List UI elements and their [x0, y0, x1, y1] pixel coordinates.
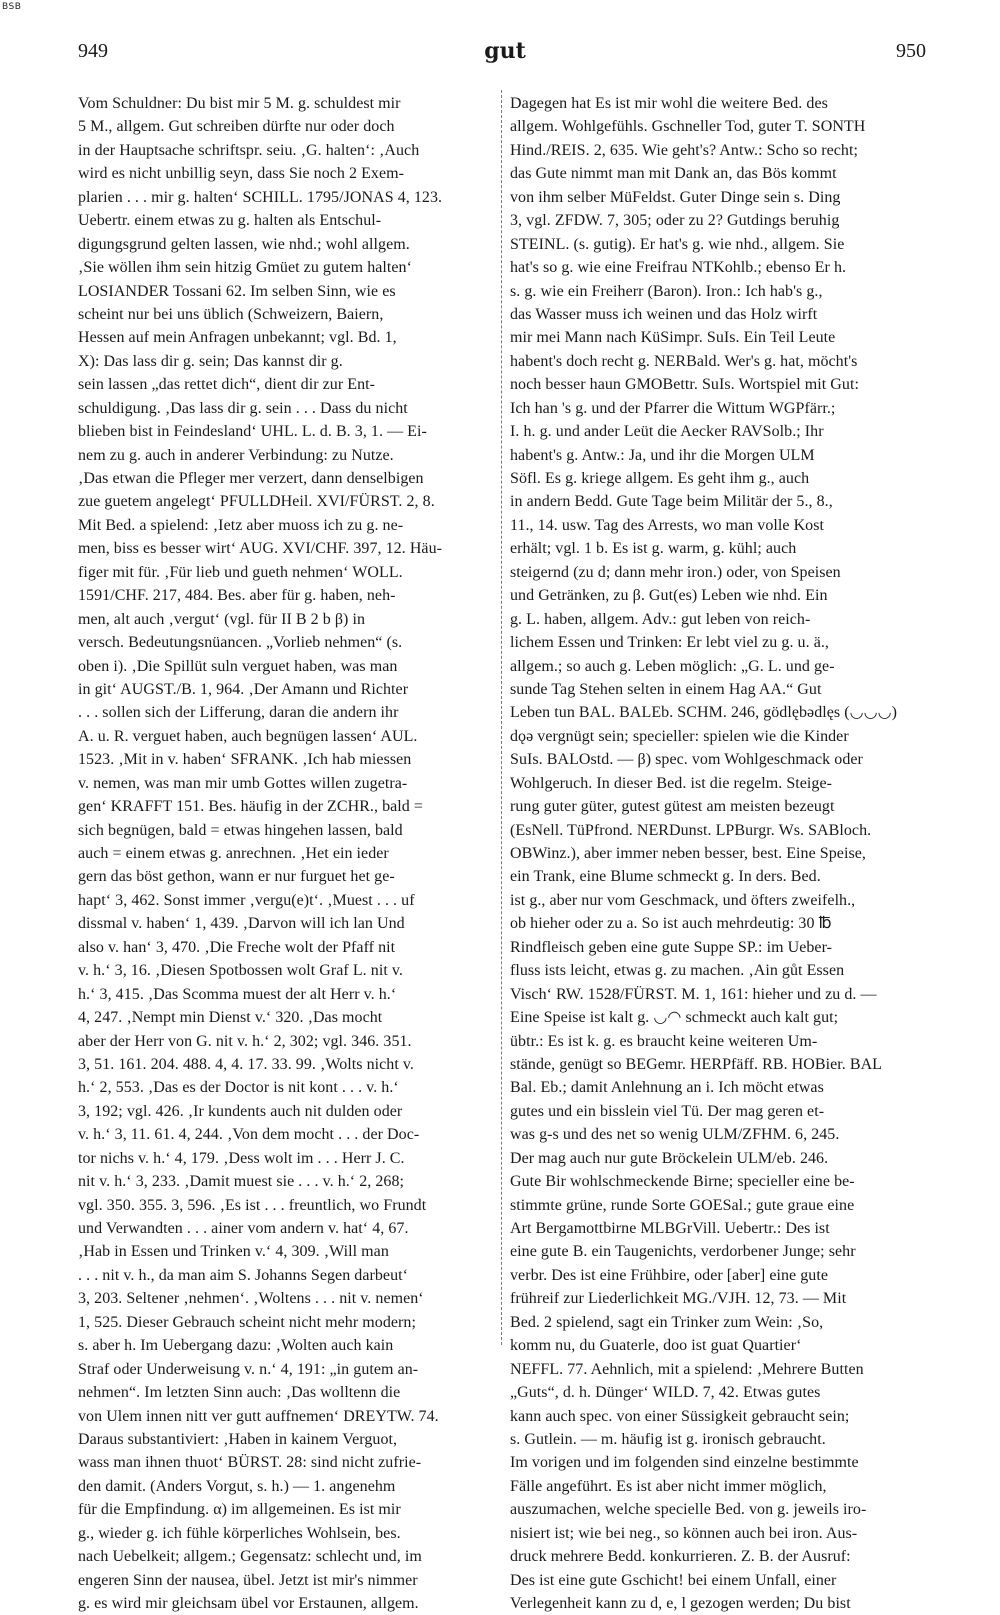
- text-line: zue guetem angelegt‘ PFULLDHeil. XVI/FÜRST. 2, 8.: [78, 493, 435, 511]
- text-line: g. L. haben, allgem. Adv.: gut leben von reich-: [510, 610, 811, 628]
- text-line: Fälle angeführt. Es ist aber nicht immer möglich,: [510, 1477, 827, 1495]
- left-column: [78, 92, 498, 1615]
- text-line: Art Bergamottbirne MLBGrVill. Uebertr.: Des ist: [510, 1220, 830, 1237]
- text-line: sunde Tag Stehen selten in einem Hag AA.“ Gut: [510, 680, 822, 698]
- text-line: 1591/CHF. 217, 484. Bes. aber für g. haben, neh-: [78, 587, 396, 605]
- text-line: scheint nur bei uns üblich (Schweizern, Baiern,: [78, 305, 384, 323]
- text-line: von Ulem innen nitt ver gutt auffnemen‘ DREYTW. 74.: [78, 1407, 439, 1425]
- text-line: übtr.: Es ist k. g. es braucht keine weiteren Um-: [510, 1032, 818, 1050]
- text-line: in andern Bedd. Gute Tage beim Militär der 5., 8.,: [510, 493, 833, 511]
- text-line: versch. Bedeutungsnüancen. „Vorlieb nehmen“ (s.: [78, 634, 403, 652]
- text-line: s. Gutlein. — m. häufig ist g. ironisch gebraucht.: [510, 1430, 826, 1448]
- text-line: Dagegen hat Es ist mir wohl die weitere Bed. des: [510, 95, 828, 112]
- text-line: dissmal v. haben‘ 1, 439. ‚Darvon will ich lan Und: [78, 915, 405, 933]
- text-line: h.‘ 3, 415. ‚Das Scomma muest der alt Herr v. h.‘: [78, 985, 397, 1003]
- text-line: stimmte grüne, runde Sorte GOESal.; gute graue eine: [510, 1196, 855, 1214]
- text-line: I. h. g. und ander Leüt die Aecker RAVSolb.; Ihr: [510, 423, 824, 441]
- text-line: SuIs. BALOstd. — β) spec. vom Wohlgeschmack oder: [510, 751, 863, 769]
- text-line: Hind./REIS. 2, 635. Wie geht's? Antw.: Scho so recht;: [510, 141, 858, 159]
- text-line: hat's so g. wie eine Freifrau NTKohlb.; ebenso Er h.: [510, 259, 847, 277]
- text-line: allgem.; so auch g. Leben möglich: „G. L. und ge-: [510, 657, 835, 675]
- text-line: NEFFL. 77. Aehnlich, mit a spielend: ‚Mehrere Butten: [510, 1360, 864, 1378]
- text-line: ‚Das etwan die Pfleger mer verzert, dann denselbigen: [78, 470, 424, 487]
- text-line: das Wasser muss ich weinen und das Holz wirft: [510, 305, 818, 323]
- text-line: men, alt auch ‚vergut‘ (vgl. für II B 2 b β) in: [78, 610, 366, 628]
- text-line: STEINL. (s. gutig). Er hat's g. wie nhd., allgem. Sie: [510, 235, 845, 253]
- text-line: Des ist eine gute Gschicht! bei einem Unfall, einer: [510, 1571, 837, 1589]
- text-line: s. g. wie ein Freiherr (Baron). Iron.: Ich hab's g.,: [510, 282, 823, 300]
- text-line: nisiert ist; wie bei neg., so können auch bei iron. Aus-: [510, 1524, 858, 1542]
- text-line: men, biss es besser wirt‘ AUG. XVI/CHF. 397, 12. Häu-: [78, 540, 443, 558]
- text-line: für die Empfindung. α) im allgemeinen. Es ist mir: [78, 1501, 401, 1519]
- text-line: engeren Sinn der nausea, übel. Jetzt ist mir's nimmer: [78, 1571, 418, 1589]
- text-line: v. h.‘ 3, 16. ‚Diesen Spotbossen wolt Graf L. nit v.: [78, 962, 403, 980]
- text-line: 3, 203. Seltener ‚nehmen‘. ‚Woltens . . . nit v. nemen‘: [78, 1290, 424, 1308]
- text-line: verbr. Des ist eine Frühbire, oder [aber] eine gute: [510, 1266, 828, 1284]
- text-line: gen‘ KRAFFT 151. Bes. häufig in der ZCHR., bald =: [78, 798, 423, 816]
- text-line: komm nu, du Guaterle, doo ist guat Quartier‘: [510, 1337, 802, 1355]
- text-line: Hessen auf mein Anfragen unbekannt; vgl. Bd. 1,: [78, 329, 397, 347]
- text-line: ‚Sie wöllen ihm sein hitzig Gmüet zu gutem halten‘: [78, 259, 412, 277]
- text-line: Rindfleisch geben eine gute Suppe SP.: im Ueber-: [510, 938, 833, 956]
- text-line: ‚Hab in Essen und Trinken v.‘ 4, 309. ‚Will man: [78, 1243, 389, 1261]
- text-line: v. nemen, was man mir umb Gottes willen zugetra-: [78, 774, 408, 792]
- text-line: 4, 247. ‚Nempt min Dienst v.‘ 320. ‚Das mocht: [78, 1009, 383, 1027]
- text-line: eine gute B. ein Taugenichts, verdorbener Junge; sehr: [510, 1243, 856, 1261]
- text-line: lichem Essen und Trinken: Er lebt viel zu g. u. ä.,: [510, 634, 829, 652]
- text-line: das Gute nimmt man mit Dank an, das Bös kommt: [510, 165, 837, 183]
- text-line: g. es wird mir gleichsam übel vor Erstaunen, allgem.: [78, 1595, 419, 1612]
- text-line: nehmen“. Im letzten Sinn auch: ‚Das wolltenn die: [78, 1384, 401, 1402]
- text-line: 3, 192; vgl. 426. ‚Ir kundents auch nit dulden oder: [78, 1102, 403, 1120]
- text-line: Gute Bir wohlschmeckende Birne; specieller eine be-: [510, 1173, 855, 1191]
- text-line: und Getränken, zu β. Gut(es) Leben wie nhd. Ein: [510, 587, 828, 605]
- text-line: 3, vgl. ZFDW. 7, 305; oder zu 2? Gutdings beruhig: [510, 212, 840, 230]
- text-line: Der mag auch nur gute Bröckelein ULM/eb. 246.: [510, 1149, 829, 1167]
- text-line: in git‘ AUGST./B. 1, 964. ‚Der Amann und Richter: [78, 680, 409, 698]
- text-line: was g-s und des net so wenig ULM/ZFHM. 6, 245.: [510, 1126, 840, 1144]
- text-line: 5 M., allgem. Gut schreiben dürfte nur oder doch: [78, 118, 395, 136]
- text-line: „Guts“, d. h. Dünger‘ WILD. 7, 42. Etwas gutes: [510, 1384, 821, 1402]
- page-number-left: 949: [78, 40, 108, 62]
- text-line: den damit. (Anders Vorgut, s. h.) — 1. angenehm: [78, 1477, 396, 1495]
- text-line: mir mei Mann nach KüSimpr. SuIs. Ein Teil Leute: [510, 329, 836, 347]
- text-line: ist g., aber nur vom Geschmack, und öfters zweifelh.,: [510, 891, 856, 909]
- text-line: Bed. 2 spielend, sagt ein Trinker zum Wein: ‚So,: [510, 1313, 824, 1331]
- text-line: habent's doch recht g. NERBald. Wer's g. hat, möcht's: [510, 352, 858, 370]
- text-line: erhält; vgl. 1 b. Es ist g. warm, g. kühl; auch: [510, 540, 797, 558]
- text-line: schuldigung. ‚Das lass dir g. sein . . . Dass du nicht: [78, 399, 408, 417]
- text-line: wass man ihnen thuot‘ BÜRST. 28: sind nicht zufrie-: [78, 1454, 422, 1472]
- text-line: frühreif zur Liederlichkeit MG./VJH. 12, 73. — Mit: [510, 1290, 847, 1308]
- text-line: (EsNell. TüPfrond. NERDunst. LPBurgr. Ws. SABloch.: [510, 821, 872, 839]
- text-line: Visch‘ RW. 1528/FÜRST. M. 1, 161: hieher und zu d. —: [510, 985, 877, 1003]
- text-line: v. h.‘ 3, 11. 61. 4, 244. ‚Von dem mocht . . . der Doc-: [78, 1126, 420, 1144]
- text-line: auch = einem etwas g. anrechnen. ‚Het ein ieder: [78, 845, 389, 862]
- text-line: gutes und ein bisslein viel Tü. Der mag geren et-: [510, 1102, 825, 1120]
- text-line: Bal. Eb.; damit Anlehnung an i. Ich möcht etwas: [510, 1079, 824, 1097]
- text-line: s. aber h. Im Uebergang dazu: ‚Wolten auch kain: [78, 1337, 394, 1355]
- text-line: tor nichs v. h.‘ 4, 179. ‚Dess wolt im . . . Herr J. C.: [78, 1149, 405, 1167]
- text-line: 1, 525. Dieser Gebrauch scheint nicht mehr modern;: [78, 1313, 416, 1331]
- text-line: figer mit für. ‚Für lieb und gueth nehmen‘ WOLL.: [78, 563, 403, 581]
- text-line: kann auch spec. von einer Süssigkeit gebraucht sein;: [510, 1407, 850, 1425]
- text-line: ob hieher oder zu a. So ist auch mehrdeutig: 30 ℔: [510, 915, 832, 933]
- library-stamp: BSB: [2, 2, 22, 12]
- text-line: Söfl. Es g. kriege allgem. Es geht ihm g., auch: [510, 470, 810, 487]
- text-line: Uebertr. einem etwas zu g. halten als Entschul-: [78, 212, 382, 230]
- text-line: rung guter güter, gutest gütest am meisten bezeugt: [510, 798, 835, 816]
- text-line: hapt‘ 3, 462. Sonst immer ‚vergu(e)t‘. ‚Muest . . . uf: [78, 891, 415, 909]
- text-line: dǫə vergnügt sein; specieller: spielen wie die Kinder: [510, 727, 849, 745]
- text-line: nach Uebelkeit; allgem.; Gegensatz: schlecht und, im: [78, 1548, 422, 1566]
- text-line: wird es nicht unbillig seyn, dass Sie noch 2 Exem-: [78, 165, 405, 183]
- text-line: 11., 14. usw. Tag des Arrests, wo man volle Kost: [510, 516, 824, 534]
- text-line: druck mehrere Bedd. konkurrieren. Z. B. der Ausruf:: [510, 1548, 851, 1566]
- text-line: X): Das lass dir g. sein; Das kannst dir g.: [78, 352, 343, 370]
- text-line: Verlegenheit kann zu d, e, l gezogen werden; Du bist: [510, 1595, 851, 1612]
- text-line: noch besser haun GMOBettr. SuIs. Wortspiel mit Gut:: [510, 376, 859, 394]
- text-line: . . . sollen sich der Lifferung, daran die andern ihr: [78, 704, 399, 722]
- text-line: Vom Schuldner: Du bist mir 5 M. g. schuldest mir: [78, 95, 401, 112]
- text-line: Mit Bed. a spielend: ‚Ietz aber muoss ich zu g. ne-: [78, 516, 404, 534]
- text-line: digungsgrund gelten lassen, wie nhd.; wohl allgem.: [78, 235, 410, 253]
- text-line: steigernd (zu d; dann mehr iron.) oder, von Speisen: [510, 563, 841, 581]
- text-line: Daraus substantiviert: ‚Haben in kainem Verguot,: [78, 1430, 398, 1448]
- text-line: auszumachen, welche specielle Bed. von g. jeweils iro-: [510, 1501, 867, 1519]
- text-line: sein lassen „das rettet dich“, dient dir zur Ent-: [78, 376, 376, 394]
- text-line: also v. han‘ 3, 470. ‚Die Freche wolt der Pfaff nit: [78, 938, 396, 956]
- text-line: stände, genügt so BEGemr. HERPfäff. RB. HOBier. BAL: [510, 1055, 883, 1073]
- text-line: h.‘ 2, 553. ‚Das es der Doctor is nit kont . . . v. h.‘: [78, 1079, 399, 1097]
- column-divider: [501, 90, 502, 1345]
- text-line: 1523. ‚Mit in v. haben‘ SFRANK. ‚Ich hab miessen: [78, 751, 412, 769]
- text-line: nem zu g. auch in anderer Verbindung: zu Nutze.: [78, 446, 394, 464]
- text-line: aber der Herr von G. nit v. h.‘ 2, 302; vgl. 346. 351.: [78, 1032, 412, 1050]
- text-line: . . . nit v. h., da man aim S. Johanns Segen darbeut‘: [78, 1266, 409, 1284]
- text-line: ein Trank, eine Blume schmeckt g. In ders. Bed.: [510, 868, 821, 886]
- text-line: g., wieder g. ich fühle körperliches Wohlsein, bes.: [78, 1524, 401, 1542]
- text-line: Leben tun BAL. BALEb. SCHM. 246, gödlębədlęs (◡◡◡): [510, 704, 898, 722]
- text-line: Straf oder Underweisung v. n.‘ 4, 191: „in gutem an-: [78, 1360, 419, 1378]
- text-line: OBWinz.), aber immer neben besser, best. Eine Speise,: [510, 845, 866, 862]
- text-line: A. u. R. verguet haben, auch begnügen lassen‘ AUL.: [78, 727, 418, 745]
- text-line: und Verwandten . . . ainer vom andern v. hat‘ 4, 67.: [78, 1220, 409, 1237]
- text-line: Ich han 's g. und der Pfarrer die Wittum WGPfärr.;: [510, 399, 836, 417]
- text-line: fluss ists leicht, etwas g. zu machen. ‚Ain gůt Essen: [510, 962, 845, 980]
- text-line: in der Hauptsache schriftspr. seiu. ‚G. halten‘: ‚Auch: [78, 141, 420, 159]
- page-number-right: 950: [896, 40, 926, 62]
- text-line: Im vorigen und im folgenden sind einzelne bestimmte: [510, 1454, 859, 1472]
- text-line: vgl. 350. 355. 3, 596. ‚Es ist . . . freuntlich, wo Frundt: [78, 1196, 427, 1214]
- text-line: nit v. h.‘ 3, 233. ‚Damit muest sie . . . v. h.‘ 2, 268;: [78, 1173, 405, 1191]
- text-line: LOSIANDER Tossani 62. Im selben Sinn, wie es: [78, 282, 396, 300]
- text-line: blieben bist in Feindesland‘ UHL. L. d. B. 3, 1. — Ei-: [78, 423, 427, 441]
- text-line: oben i). ‚Die Spillüt suln verguet haben, was man: [78, 657, 398, 675]
- text-line: gern das böst gethon, wann er nur furguet het ge-: [78, 868, 395, 886]
- text-line: sich begnügen, bald = etwas hingehen lassen, bald: [78, 821, 403, 839]
- text-line: plarien . . . mir g. halten‘ SCHILL. 1795/JONAS 4, 123.: [78, 188, 443, 206]
- running-headword: gut: [484, 38, 526, 64]
- text-line: von ihm selber MüFeldst. Guter Dinge sein s. Ding: [510, 188, 841, 206]
- text-line: 3, 51. 161. 204. 488. 4, 4. 17. 33. 99. ‚Wolts nicht v.: [78, 1055, 414, 1073]
- right-column: [510, 92, 930, 1615]
- text-line: Wohlgeruch. In dieser Bed. ist die regelm. Steige-: [510, 774, 833, 792]
- text-line: allgem. Wohlgefühls. Gschneller Tod, guter T. SONTH: [510, 118, 866, 136]
- text-line: habent's g. Antw.: Ja, und ihr die Morgen ULM: [510, 446, 815, 464]
- text-line: Eine Speise ist kalt g. ◡◠ schmeckt auch kalt gut;: [510, 1009, 839, 1027]
